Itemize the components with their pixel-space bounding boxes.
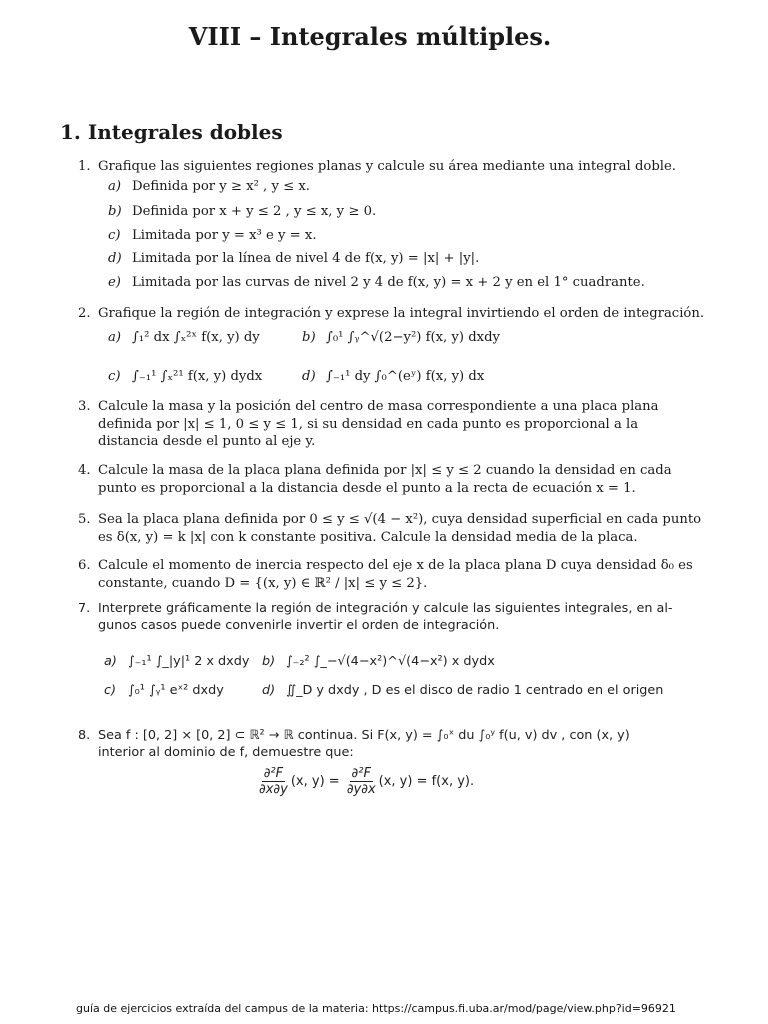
formula-text: (x, y) = f(x, y). xyxy=(378,774,475,789)
exercise-number: 7. xyxy=(78,601,91,616)
item-text: Limitada por la línea de nivel 4 de f(x, y) = |x| + |y|. xyxy=(132,251,480,266)
fraction xyxy=(345,766,378,797)
exercise-2a xyxy=(108,330,260,345)
exercise-line: Sea la placa plana definida por 0 ≤ y ≤ √(4 − x²), cuya densidad superficial en cada punto xyxy=(98,512,702,527)
item-text: ∫₋₁¹ ∫_|y|¹ 2 x dxdy xyxy=(128,654,250,669)
exercise-number: 8. xyxy=(78,728,91,743)
item-label: c) xyxy=(108,369,121,384)
exercise-number: 4. xyxy=(78,463,91,478)
exercise-2c xyxy=(108,369,262,384)
exercise-7c xyxy=(104,683,224,698)
item-label: d) xyxy=(108,251,122,266)
formula-text: (x, y) = xyxy=(290,774,340,789)
exercise-7b xyxy=(262,654,495,669)
item-text: ∫₁² dx ∫ₓ²ˣ f(x, y) dy xyxy=(132,330,260,345)
exercise-line: definida por |x| ≤ 1, 0 ≤ y ≤ 1, si su densidad en cada punto es proporcional a la xyxy=(98,416,639,432)
item-label: b) xyxy=(262,654,276,669)
denominator: ∂y∂x xyxy=(346,782,376,797)
exercise-4 xyxy=(78,462,684,497)
item-text: Definida por x + y ≤ 2 , y ≤ x, y ≥ 0. xyxy=(132,204,377,219)
item-text: ∫₋₂² ∫_−√(4−x²)^√(4−x²) x dydx xyxy=(286,654,495,669)
item-text: ∫₋₁¹ ∫ₓ²¹ f(x, y) dydx xyxy=(132,369,263,384)
exercise-2b xyxy=(302,330,500,345)
exercise-number: 6. xyxy=(78,558,91,573)
item-text: ∬_D y dxdy , D es el disco de radio 1 centrado en el origen xyxy=(286,683,664,698)
section-title: 1. Integrales dobles xyxy=(60,120,283,144)
exercise-1e xyxy=(108,275,645,290)
item-text: Limitada por y = x³ e y = x. xyxy=(132,228,317,243)
item-label: a) xyxy=(104,654,117,669)
exercise-7d xyxy=(262,683,663,698)
item-label: b) xyxy=(302,330,316,345)
exercise-line: gunos casos puede convenirle invertir el orden de integración. xyxy=(98,618,500,633)
item-label: a) xyxy=(108,179,122,194)
item-label: b) xyxy=(108,204,122,219)
exercise-text: Grafique la región de integración y exprese la integral invirtiendo el orden de integración. xyxy=(98,306,705,321)
item-text: ∫₋₁¹ dy ∫₀^(eʸ) f(x, y) dx xyxy=(326,369,485,384)
item-label: c) xyxy=(108,228,121,243)
exercise-line: punto es proporcional a la distancia desde el punto a la recta de ecuación x = 1. xyxy=(98,480,636,496)
item-label: c) xyxy=(104,683,117,698)
exercise-number: 3. xyxy=(78,399,91,414)
page-title: VIII – Integrales múltiples. xyxy=(188,22,552,51)
exercise-number: 1. xyxy=(78,159,91,174)
exercise-line: Calcule la masa de la placa plana definida por |x| ≤ y ≤ 2 cuando la densidad en cada xyxy=(98,463,672,478)
exercise-3 xyxy=(78,398,684,451)
numerator: ∂²F xyxy=(351,766,371,781)
exercise-7 xyxy=(78,600,673,634)
exercise-1a xyxy=(108,179,310,194)
item-text: Definida por y ≥ x² , y ≤ x. xyxy=(132,179,310,194)
exercise-line: Calcule el momento de inercia respecto del eje x de la placa plana D cuya densidad δ₀ es xyxy=(98,558,693,573)
exercise-6 xyxy=(78,557,693,592)
exercise-line: constante, cuando D = {(x, y) ∈ ℝ² / |x| ≤ y ≤ 2}. xyxy=(98,575,428,591)
exercise-line: Calcule la masa y la posición del centro de masa correspondiente a una placa plana xyxy=(98,399,659,414)
exercise-line: Interprete gráficamente la región de integración y calcule las siguientes integrales, en al- xyxy=(98,601,673,616)
exercise-number: 5. xyxy=(78,512,91,527)
exercise-1d xyxy=(108,251,479,266)
exercise-line: Sea f : [0, 2] × [0, 2] ⊂ ℝ² → ℝ continua. Si F(x, y) = ∫₀ˣ du ∫₀ʸ f(u, v) dv , con (x, y) xyxy=(98,728,630,743)
exercise-1b xyxy=(108,204,376,219)
item-text: ∫₀¹ ∫ᵧ¹ eˣ² dxdy xyxy=(128,683,224,698)
exercise-number: 2. xyxy=(78,306,91,321)
exercise-line: distancia desde el punto al eje y. xyxy=(98,434,316,449)
fraction xyxy=(257,766,290,797)
exercise-2 xyxy=(78,305,705,323)
item-text: Limitada por las curvas de nivel 2 y 4 de f(x, y) = x + 2 y en el 1° cuadrante. xyxy=(132,275,645,290)
exercise-5 xyxy=(78,511,702,546)
item-text: ∫₀¹ ∫ᵧ^√(2−y²) f(x, y) dxdy xyxy=(326,330,500,345)
exercise-line: es δ(x, y) = k |x| con k constante positiva. Calcule la densidad media de la placa. xyxy=(98,529,638,545)
exercise-2d xyxy=(302,369,484,384)
denominator: ∂x∂y xyxy=(259,782,288,797)
exercise-1c xyxy=(108,228,317,243)
source-footer: guía de ejercicios extraída del campus de la materia: https://campus.fi.uba.ar/mod/page/view.php?id=96921 xyxy=(76,1002,676,1015)
exercise-line: interior al dominio de f, demuestre que: xyxy=(98,745,354,760)
item-label: d) xyxy=(262,683,276,698)
exercise-text: Grafique las siguientes regiones planas y calcule su área mediante una integral doble. xyxy=(98,159,676,174)
numerator: ∂²F xyxy=(263,766,284,781)
item-label: d) xyxy=(302,369,316,384)
display-formula xyxy=(256,766,516,816)
item-label: e) xyxy=(108,275,121,290)
exercise-7a xyxy=(104,654,249,669)
item-label: a) xyxy=(108,330,122,345)
exercise-1 xyxy=(78,158,684,176)
exercise-8 xyxy=(78,727,668,761)
